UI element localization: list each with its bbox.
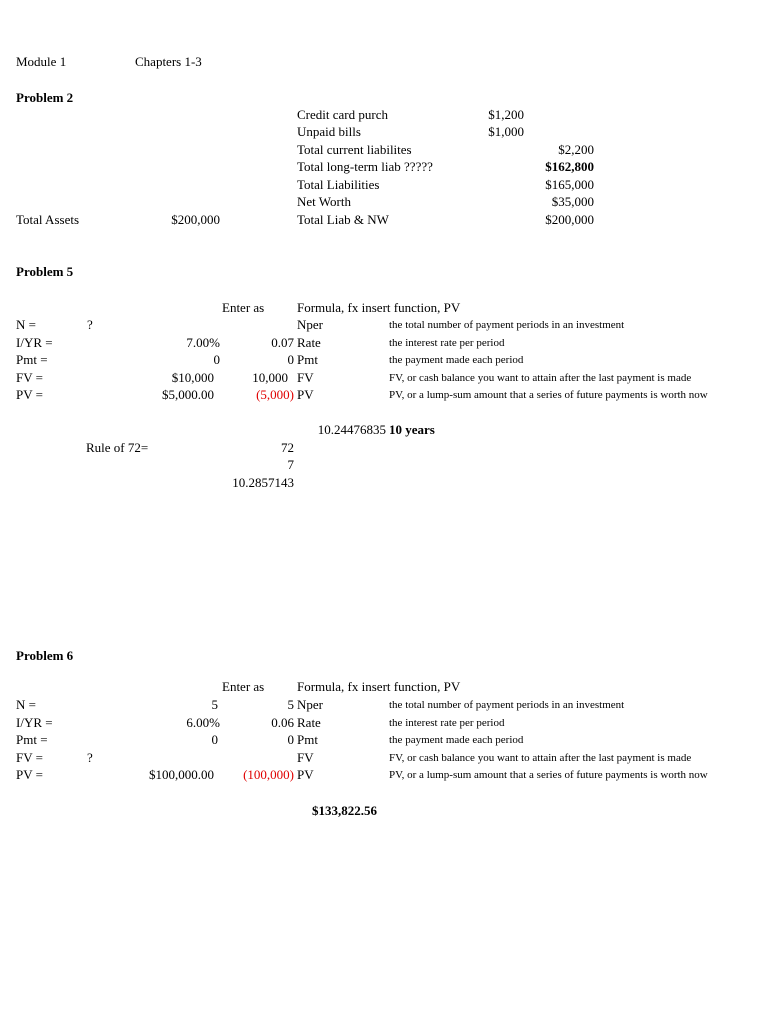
- p6-row-value: 5: [211, 697, 218, 712]
- p2-row-label: Unpaid bills: [297, 124, 361, 139]
- p5-row-enter: 0.07: [271, 335, 294, 350]
- rule-of-72-value: 72: [281, 440, 294, 455]
- p6-row-function: Nper: [297, 697, 323, 712]
- p5-row-description: PV, or a lump-sum amount that a series of future payments is worth now: [389, 389, 708, 401]
- p6-row-enter: 0.06: [271, 715, 294, 730]
- p6-row-enter: 5: [287, 697, 294, 712]
- p5-row-function: Rate: [297, 335, 321, 350]
- p5-row-value: 0: [213, 352, 220, 367]
- p5-row-enter: 0: [287, 352, 294, 367]
- p5-row-description: the interest rate per period: [389, 337, 505, 349]
- p6-row-description: PV, or a lump-sum amount that a series of future payments is worth now: [389, 769, 708, 781]
- p6-row-enter: 0: [287, 732, 294, 747]
- p6-row-value: $100,000.00: [149, 767, 214, 782]
- p2-row-label: Total Liabilities: [297, 177, 380, 192]
- p6-row-function: Pmt: [297, 732, 318, 747]
- p6-row-function: Rate: [297, 715, 321, 730]
- p5-row-description: FV, or cash balance you want to attain after the last payment is made: [389, 372, 692, 384]
- p6-row-value: 0: [211, 732, 218, 747]
- p5-row-function: Pmt: [297, 352, 318, 367]
- p5-row-description: the total number of payment periods in an investment: [389, 319, 625, 331]
- p2-row-label: Net Worth: [297, 194, 351, 209]
- p6-row-label: Pmt =: [16, 732, 48, 747]
- p2-row-label: Total current liabilites: [297, 142, 412, 157]
- p2-row-col2: $200,000: [545, 212, 594, 227]
- p5-result-label: 10 years: [389, 422, 435, 437]
- problem6-title: Problem 6: [16, 648, 74, 663]
- p6-formula-header: Formula, fx insert function, PV: [297, 679, 461, 694]
- p5-row-enter-negative: (5,000): [256, 387, 294, 402]
- p2-row-col2: $35,000: [551, 194, 594, 209]
- p5-row-function: FV: [297, 370, 314, 385]
- p5-row-enter: 10,000: [252, 370, 288, 385]
- rule-of-72-label: Rule of 72=: [86, 440, 149, 455]
- total-assets-label: Total Assets: [16, 212, 80, 227]
- module-label: Module 1: [16, 54, 67, 69]
- problem5-title: Problem 5: [16, 264, 74, 279]
- p6-row-enter-negative: (100,000): [243, 767, 294, 782]
- p2-row-col2: $165,000: [545, 177, 594, 192]
- p2-row-col1: $1,200: [488, 107, 524, 122]
- p2-row-col1: $1,000: [488, 124, 524, 139]
- p5-row-label: Pmt =: [16, 352, 48, 367]
- p6-row-value: 6.00%: [186, 715, 220, 730]
- p2-row-col2: $2,200: [558, 142, 594, 157]
- p6-row-function: PV: [297, 767, 314, 782]
- p5-row-value: $5,000.00: [162, 387, 214, 402]
- p5-row-label: PV =: [16, 387, 43, 402]
- p5-row-function: PV: [297, 387, 314, 402]
- p6-row-label: I/YR =: [16, 715, 53, 730]
- p5-unknown-marker: ?: [87, 317, 93, 332]
- p6-row-function: FV: [297, 750, 314, 765]
- p6-row-label: N =: [16, 697, 36, 712]
- p6-row-description: the interest rate per period: [389, 717, 505, 729]
- p2-row-label: Total long-term liab ?????: [297, 159, 433, 174]
- p2-row-label: Total Liab & NW: [297, 212, 389, 227]
- p5-row-function: Nper: [297, 317, 323, 332]
- p5-row-value: $10,000: [171, 370, 214, 385]
- chapters-label: Chapters 1-3: [135, 54, 202, 69]
- p5-row-label: FV =: [16, 370, 43, 385]
- problem2-title: Problem 2: [16, 90, 74, 105]
- p5-enter-as-header: Enter as: [222, 300, 265, 315]
- p5-result-value: 10.24476835: [317, 422, 386, 437]
- rule-of-72-result: 10.2857143: [232, 475, 294, 490]
- p5-row-value: 7.00%: [186, 335, 220, 350]
- p5-row-label: N =: [16, 317, 36, 332]
- p6-row-label: FV =: [16, 750, 43, 765]
- p6-row-description: the total number of payment periods in an investment: [389, 699, 625, 711]
- p6-unknown-marker: ?: [87, 750, 93, 765]
- p6-row-description: the payment made each period: [389, 734, 524, 746]
- rule-of-72-rate: 7: [287, 457, 294, 472]
- p6-row-label: PV =: [16, 767, 43, 782]
- p5-row-description: the payment made each period: [389, 354, 524, 366]
- p5-row-label: I/YR =: [16, 335, 53, 350]
- p5-formula-header: Formula, fx insert function, PV: [297, 300, 461, 315]
- p6-result-value: $133,822.56: [312, 803, 377, 818]
- total-assets-value: $200,000: [171, 212, 220, 227]
- p2-row-col2: $162,800: [545, 159, 594, 174]
- p6-row-description: FV, or cash balance you want to attain after the last payment is made: [389, 752, 692, 764]
- p6-enter-as-header: Enter as: [222, 679, 265, 694]
- p2-row-label: Credit card purch: [297, 107, 388, 122]
